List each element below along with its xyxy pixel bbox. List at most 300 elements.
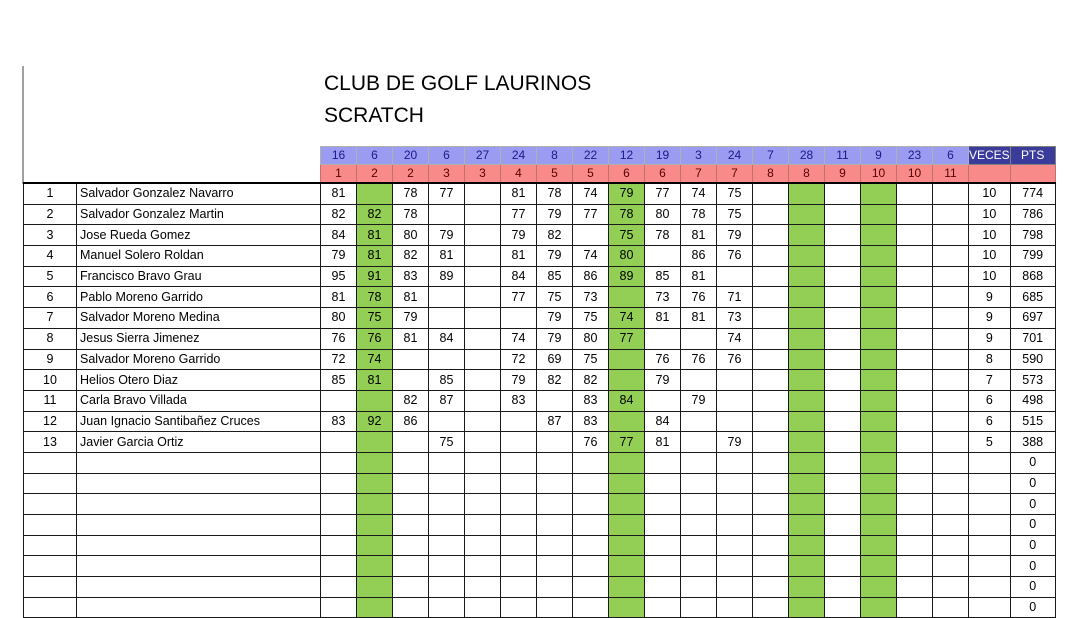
score-cell: 76 <box>681 287 717 308</box>
empty-row <box>24 473 1056 494</box>
score-cell <box>753 225 789 246</box>
veces-cell: 10 <box>969 183 1011 204</box>
position-cell: 2 <box>24 204 77 225</box>
score-cell <box>825 577 861 598</box>
score-cell <box>465 225 501 246</box>
score-cell <box>933 473 969 494</box>
score-cell: 77 <box>573 204 609 225</box>
veces-cell: 6 <box>969 390 1011 411</box>
score-cell: 81 <box>357 370 393 391</box>
score-cell <box>681 494 717 515</box>
header-count-cell: 9 <box>861 147 897 165</box>
empty-row <box>24 556 1056 577</box>
header-round-cell: 10 <box>861 165 897 184</box>
score-cell <box>717 411 753 432</box>
score-cell <box>465 597 501 618</box>
score-cell <box>933 287 969 308</box>
score-cell: 95 <box>321 266 357 287</box>
score-cell: 86 <box>681 246 717 267</box>
header-count-cell: 6 <box>933 147 969 165</box>
pts-header: PTS <box>1010 147 1055 165</box>
score-cell <box>897 349 933 370</box>
empty-row <box>24 515 1056 536</box>
score-cell: 79 <box>645 370 681 391</box>
score-cell <box>753 390 789 411</box>
header-count-cell: 20 <box>393 147 429 165</box>
score-cell <box>825 390 861 411</box>
score-cell <box>753 287 789 308</box>
score-cell <box>717 515 753 536</box>
player-row <box>24 287 1056 308</box>
pts-cell: 701 <box>1010 328 1055 349</box>
score-cell: 77 <box>501 204 537 225</box>
score-cell: 73 <box>645 287 681 308</box>
score-cell <box>357 515 393 536</box>
header-round-cell: 6 <box>609 165 645 184</box>
score-cell <box>429 411 465 432</box>
score-cell <box>645 515 681 536</box>
score-cell <box>681 411 717 432</box>
score-cell <box>393 515 429 536</box>
score-cell <box>933 432 969 453</box>
position-cell: 12 <box>24 411 77 432</box>
score-cell <box>897 432 933 453</box>
player-name-cell <box>77 452 321 473</box>
score-cell: 81 <box>501 183 537 204</box>
score-cell: 83 <box>321 411 357 432</box>
pts-cell: 0 <box>1010 535 1055 556</box>
score-cell <box>501 535 537 556</box>
score-cell <box>573 577 609 598</box>
score-cell <box>501 597 537 618</box>
score-cell: 89 <box>429 266 465 287</box>
score-cell <box>717 452 753 473</box>
player-row <box>24 390 1056 411</box>
position-cell: 4 <box>24 246 77 267</box>
header-blank-cell <box>24 165 77 184</box>
score-cell <box>321 535 357 556</box>
score-cell <box>933 349 969 370</box>
score-cell <box>465 452 501 473</box>
header-blank-cell <box>24 147 77 165</box>
score-cell: 79 <box>681 390 717 411</box>
score-cell <box>573 225 609 246</box>
score-cell <box>753 535 789 556</box>
score-cell <box>645 597 681 618</box>
header-row-rounds <box>24 165 1056 184</box>
score-cell: 84 <box>429 328 465 349</box>
score-cell <box>321 494 357 515</box>
header-round-cell: 10 <box>897 165 933 184</box>
header-round-cell: 11 <box>933 165 969 184</box>
score-cell: 89 <box>609 266 645 287</box>
score-cell <box>825 308 861 329</box>
score-cell <box>429 287 465 308</box>
score-cell <box>789 390 825 411</box>
score-cell <box>825 452 861 473</box>
position-cell: 5 <box>24 266 77 287</box>
score-cell: 75 <box>717 204 753 225</box>
score-cell <box>897 473 933 494</box>
header-row-counts <box>24 147 1056 165</box>
score-cell <box>789 328 825 349</box>
score-cell <box>933 246 969 267</box>
player-name-cell <box>77 494 321 515</box>
score-cell <box>717 494 753 515</box>
player-row <box>24 349 1056 370</box>
pts-cell: 498 <box>1010 390 1055 411</box>
empty-row <box>24 452 1056 473</box>
position-cell: 1 <box>24 183 77 204</box>
score-cell: 74 <box>573 246 609 267</box>
score-cell <box>753 577 789 598</box>
score-cell <box>573 515 609 536</box>
position-cell <box>24 577 77 598</box>
score-cell <box>717 535 753 556</box>
pts-cell: 573 <box>1010 370 1055 391</box>
score-cell <box>429 308 465 329</box>
score-cell <box>465 535 501 556</box>
pts-cell: 515 <box>1010 411 1055 432</box>
score-cell: 81 <box>357 225 393 246</box>
player-row <box>24 183 1056 204</box>
header-count-cell: 24 <box>717 147 753 165</box>
score-cell <box>609 597 645 618</box>
pts-cell: 0 <box>1010 515 1055 536</box>
score-cell <box>537 473 573 494</box>
score-cell <box>537 390 573 411</box>
score-cell: 85 <box>537 266 573 287</box>
score-cell <box>645 452 681 473</box>
pts-cell: 388 <box>1010 432 1055 453</box>
score-cell <box>681 515 717 536</box>
score-cell: 85 <box>429 370 465 391</box>
score-cell <box>609 411 645 432</box>
score-cell <box>789 183 825 204</box>
header-round-cell: 5 <box>573 165 609 184</box>
score-cell <box>537 597 573 618</box>
score-cell: 81 <box>321 183 357 204</box>
player-row <box>24 432 1056 453</box>
score-cell: 79 <box>393 308 429 329</box>
score-cell <box>717 577 753 598</box>
position-cell: 11 <box>24 390 77 411</box>
score-cell <box>897 287 933 308</box>
score-cell <box>573 473 609 494</box>
score-cell: 83 <box>573 390 609 411</box>
player-name-cell: Carla Bravo Villada <box>77 390 321 411</box>
score-cell <box>825 494 861 515</box>
score-cell <box>681 370 717 391</box>
score-cell <box>681 535 717 556</box>
score-cell <box>357 556 393 577</box>
score-cell <box>897 225 933 246</box>
score-cell <box>897 328 933 349</box>
score-cell: 74 <box>357 349 393 370</box>
score-cell <box>393 473 429 494</box>
header-count-cell: 28 <box>789 147 825 165</box>
score-cell <box>825 328 861 349</box>
score-cell <box>681 577 717 598</box>
score-cell <box>789 535 825 556</box>
score-cell: 74 <box>717 328 753 349</box>
position-cell: 6 <box>24 287 77 308</box>
score-cell <box>465 432 501 453</box>
score-cell <box>753 452 789 473</box>
score-cell <box>861 266 897 287</box>
score-cell: 75 <box>609 225 645 246</box>
score-cell <box>429 494 465 515</box>
score-cell: 83 <box>573 411 609 432</box>
position-cell <box>24 556 77 577</box>
veces-cell <box>969 473 1011 494</box>
header-count-cell: 27 <box>465 147 501 165</box>
score-cell: 82 <box>393 390 429 411</box>
veces-cell: 7 <box>969 370 1011 391</box>
score-cell <box>861 204 897 225</box>
score-cell: 76 <box>717 349 753 370</box>
score-cell <box>465 308 501 329</box>
position-cell <box>24 452 77 473</box>
score-cell <box>645 328 681 349</box>
player-name-cell: Helios Otero Diaz <box>77 370 321 391</box>
score-cell <box>861 349 897 370</box>
header-round-cell: 7 <box>717 165 753 184</box>
score-cell <box>825 473 861 494</box>
veces-cell: 10 <box>969 204 1011 225</box>
score-cell: 79 <box>501 370 537 391</box>
score-cell <box>681 328 717 349</box>
score-cell: 79 <box>429 225 465 246</box>
score-cell <box>933 494 969 515</box>
veces-cell: 9 <box>969 328 1011 349</box>
score-cell: 77 <box>645 183 681 204</box>
score-cell <box>789 432 825 453</box>
score-cell: 76 <box>357 328 393 349</box>
score-cell <box>465 287 501 308</box>
score-cell <box>537 515 573 536</box>
player-name-cell: Salvador Moreno Medina <box>77 308 321 329</box>
empty-row <box>24 535 1056 556</box>
score-cell <box>861 328 897 349</box>
veces-cell <box>969 597 1011 618</box>
position-cell: 13 <box>24 432 77 453</box>
score-cell <box>789 473 825 494</box>
score-cell <box>825 349 861 370</box>
player-row <box>24 328 1056 349</box>
score-cell: 81 <box>681 225 717 246</box>
score-cell <box>897 390 933 411</box>
score-cell: 80 <box>321 308 357 329</box>
score-cell: 77 <box>501 287 537 308</box>
score-cell <box>573 494 609 515</box>
score-cell: 78 <box>357 287 393 308</box>
pts-cell: 0 <box>1010 597 1055 618</box>
score-cell <box>825 204 861 225</box>
score-cell: 84 <box>501 266 537 287</box>
score-cell <box>861 432 897 453</box>
score-cell <box>573 597 609 618</box>
position-cell <box>24 597 77 618</box>
score-cell: 74 <box>573 183 609 204</box>
score-cell <box>789 308 825 329</box>
score-cell <box>897 494 933 515</box>
player-row <box>24 308 1056 329</box>
score-cell: 74 <box>501 328 537 349</box>
header-count-cell: 8 <box>537 147 573 165</box>
score-cell <box>789 515 825 536</box>
score-cell <box>753 183 789 204</box>
score-cell <box>573 452 609 473</box>
score-cell: 81 <box>321 287 357 308</box>
score-cell: 78 <box>393 204 429 225</box>
score-cell <box>753 328 789 349</box>
player-name-cell: Manuel Solero Roldan <box>77 246 321 267</box>
score-cell: 79 <box>537 246 573 267</box>
header-count-cell: 22 <box>573 147 609 165</box>
score-cell <box>321 452 357 473</box>
score-cell <box>789 225 825 246</box>
header-round-cell: 4 <box>501 165 537 184</box>
score-cell <box>825 597 861 618</box>
score-cell: 81 <box>393 328 429 349</box>
player-name-cell <box>77 515 321 536</box>
score-cell: 81 <box>645 308 681 329</box>
score-cell <box>609 287 645 308</box>
score-cell: 69 <box>537 349 573 370</box>
score-cell: 78 <box>393 183 429 204</box>
score-cell <box>933 556 969 577</box>
score-cell <box>861 287 897 308</box>
score-cell <box>645 494 681 515</box>
score-cell <box>501 308 537 329</box>
player-name-cell: Francisco Bravo Grau <box>77 266 321 287</box>
score-cell <box>321 515 357 536</box>
score-cell <box>825 556 861 577</box>
score-cell <box>789 577 825 598</box>
score-cell <box>825 535 861 556</box>
header-round-cell: 3 <box>429 165 465 184</box>
score-cell: 85 <box>321 370 357 391</box>
score-cell: 81 <box>429 246 465 267</box>
score-cell <box>429 597 465 618</box>
score-cell <box>933 515 969 536</box>
score-cell <box>861 597 897 618</box>
header-round-cell: 5 <box>537 165 573 184</box>
score-cell: 74 <box>681 183 717 204</box>
score-cell <box>465 577 501 598</box>
player-name-cell: Jose Rueda Gomez <box>77 225 321 246</box>
score-cell <box>501 577 537 598</box>
veces-cell: 10 <box>969 246 1011 267</box>
header-round-cell: 2 <box>393 165 429 184</box>
header-round-cell: 7 <box>681 165 717 184</box>
score-cell <box>753 556 789 577</box>
pts-cell: 0 <box>1010 494 1055 515</box>
score-cell <box>753 266 789 287</box>
pts-cell: 798 <box>1010 225 1055 246</box>
score-cell <box>429 473 465 494</box>
player-name-cell: Pablo Moreno Garrido <box>77 287 321 308</box>
pts-cell: 0 <box>1010 577 1055 598</box>
score-cell: 72 <box>501 349 537 370</box>
score-cell <box>789 287 825 308</box>
score-cell <box>789 370 825 391</box>
score-cell <box>465 556 501 577</box>
pts-cell: 0 <box>1010 473 1055 494</box>
header-blank-cell <box>77 147 321 165</box>
score-cell <box>393 494 429 515</box>
score-cell: 82 <box>393 246 429 267</box>
score-cell <box>681 432 717 453</box>
score-cell <box>933 411 969 432</box>
score-cell <box>357 535 393 556</box>
score-cell: 80 <box>573 328 609 349</box>
position-cell: 8 <box>24 328 77 349</box>
header-blank-cell <box>77 165 321 184</box>
score-cell <box>753 473 789 494</box>
score-cell: 71 <box>717 287 753 308</box>
score-cell <box>789 556 825 577</box>
score-cell <box>933 535 969 556</box>
score-cell <box>897 597 933 618</box>
position-cell <box>24 494 77 515</box>
score-cell <box>321 577 357 598</box>
empty-row <box>24 577 1056 598</box>
score-cell: 77 <box>609 432 645 453</box>
score-cell <box>897 246 933 267</box>
header-round-cell: 9 <box>825 165 861 184</box>
score-cell: 79 <box>717 225 753 246</box>
score-cell <box>825 266 861 287</box>
veces-cell <box>969 577 1011 598</box>
veces-cell <box>969 556 1011 577</box>
score-cell: 79 <box>501 225 537 246</box>
score-cell <box>861 370 897 391</box>
score-cell <box>501 494 537 515</box>
score-cell <box>537 452 573 473</box>
score-cell <box>393 452 429 473</box>
score-cell <box>897 535 933 556</box>
score-cell <box>861 556 897 577</box>
player-row <box>24 266 1056 287</box>
empty-row <box>24 597 1056 618</box>
player-row <box>24 370 1056 391</box>
score-cell <box>753 246 789 267</box>
score-cell: 80 <box>609 246 645 267</box>
pts-cell: 590 <box>1010 349 1055 370</box>
player-row <box>24 246 1056 267</box>
score-cell <box>897 515 933 536</box>
score-cell: 84 <box>645 411 681 432</box>
score-cell <box>825 411 861 432</box>
score-cell <box>753 349 789 370</box>
score-cell: 75 <box>429 432 465 453</box>
pts-cell: 697 <box>1010 308 1055 329</box>
veces-cell: 9 <box>969 287 1011 308</box>
score-cell: 75 <box>537 287 573 308</box>
score-cell <box>393 577 429 598</box>
score-cell <box>861 452 897 473</box>
score-cell <box>429 535 465 556</box>
score-cell <box>501 556 537 577</box>
score-cell: 78 <box>681 204 717 225</box>
score-cell: 81 <box>501 246 537 267</box>
score-cell <box>501 515 537 536</box>
score-cell <box>321 473 357 494</box>
header-count-cell: 19 <box>645 147 681 165</box>
score-cell <box>753 597 789 618</box>
